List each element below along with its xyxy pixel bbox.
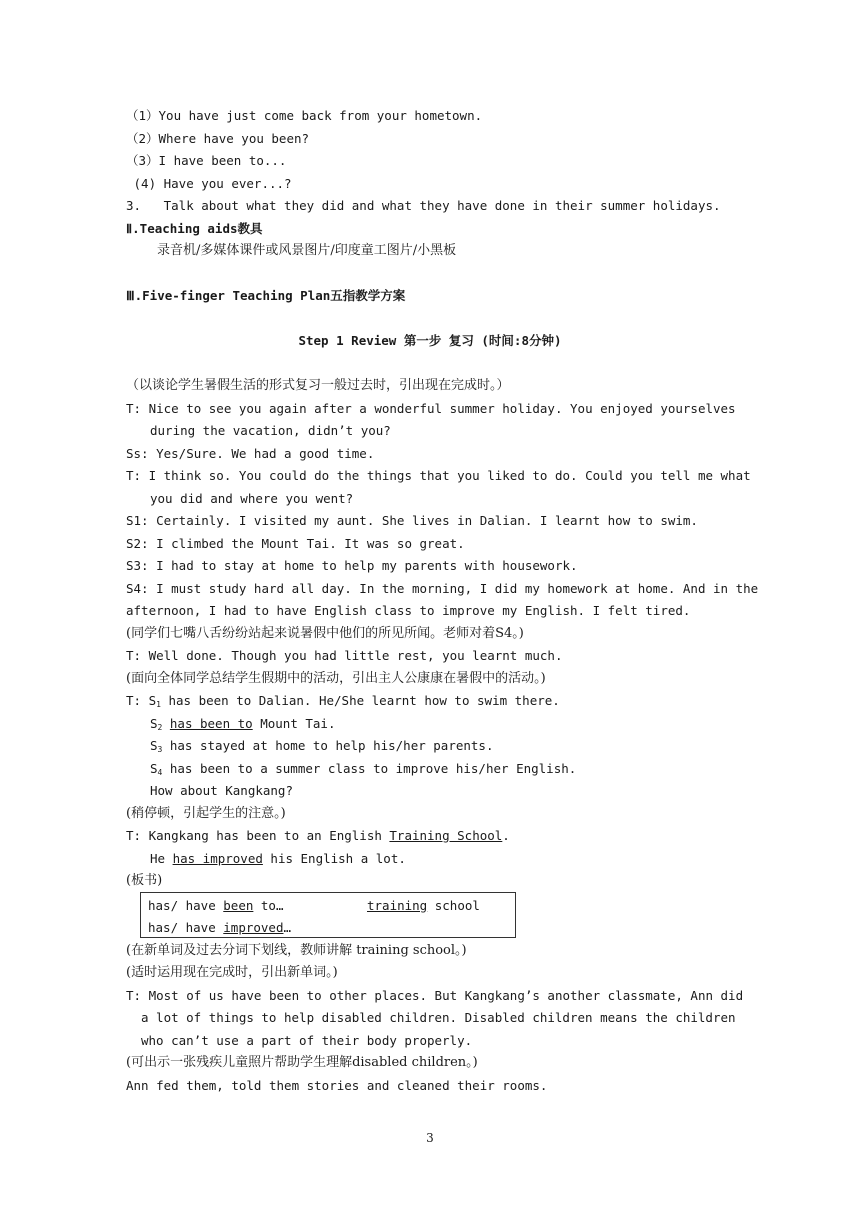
note-6: (可出示一张残疾儿童照片帮助学生理解disabled children。) [126, 1055, 478, 1070]
board-row-2-prefix: has/ have [148, 920, 224, 935]
objective-item-3: （3）I have been to... [126, 153, 287, 168]
underlined-improved: improved [223, 920, 284, 935]
student-2-line: S2: I climbed the Mount Tai. It was so great. [126, 536, 465, 551]
board-label: (板书) [126, 873, 163, 888]
page-number: 3 [426, 1131, 434, 1145]
student-1-line: S1: Certainly. I visited my aunt. She lives in Dalian. I learnt how to swim. [126, 513, 698, 528]
teacher-line-6b: a lot of things to help disabled children. Disabled children means the children [141, 1010, 736, 1025]
he-improved-line [150, 851, 406, 867]
he-improved-prefix: He [150, 851, 173, 866]
subscript-4: 4 [157, 768, 163, 777]
objective-item-4: (4) Have you ever...? [126, 176, 292, 191]
student-4-line-b: afternoon, I had to have English class to improve my English. I felt tired. [126, 603, 691, 618]
note-4: (在新单词及过去分词下划线，教师讲解 training school。) [126, 943, 467, 958]
how-about-kangkang: How about Kangkang? [150, 783, 293, 798]
teacher-line-5-end: . [502, 828, 510, 843]
teacher-line-2a: T: I think so. You could do the things that you liked to do. Could you tell me what [126, 468, 751, 483]
note-3: (稍停顿，引起学生的注意。) [126, 806, 286, 821]
board-row-2 [148, 920, 291, 936]
teacher-line-4-text: has been to Dalian. He/She learnt how to swim there. [160, 693, 560, 708]
underlined-has-improved: has improved [172, 851, 263, 866]
underlined-been: been [223, 898, 254, 913]
board-school-word: school [427, 898, 480, 913]
subscript-2: 2 [157, 723, 163, 732]
objective-item-5: 3. Talk about what they did and what they have done in their summer holidays. [126, 198, 721, 213]
teacher-line-5-text: T: Kangkang has been to an English [126, 828, 390, 843]
teacher-line-6c: who can’t use a part of their body properly. [141, 1033, 473, 1048]
summary-s3-line [150, 738, 494, 758]
note-5: (适时运用现在完成时，引出新单词。) [126, 965, 338, 980]
summary-s4-prefix: S [150, 761, 158, 776]
he-improved-text: his English a lot. [262, 851, 406, 866]
teaching-aids-content: 录音机/多媒体课件或风景图片/印度童工图片/小黑板 [157, 243, 457, 258]
underlined-training-school: Training School [389, 828, 503, 843]
ann-line: Ann fed them, told them stories and cleaned their rooms. [126, 1078, 548, 1093]
board-row-1-suffix: to… [253, 898, 284, 913]
summary-s3-text: has stayed at home to help his/her parents. [162, 738, 494, 753]
teacher-line-2b: you did and where you went? [150, 491, 354, 506]
plan-heading: Ⅲ.Five-finger Teaching Plan五指教学方案 [126, 288, 406, 303]
student-3-line: S3: I had to stay at home to help my parents with housework. [126, 558, 578, 573]
summary-s2-prefix: S [150, 716, 158, 731]
teacher-line-1b: during the vacation, didn’t you? [150, 423, 391, 438]
summary-s3-prefix: S [150, 738, 158, 753]
student-4-line-a: S4: I must study hard all day. In the morning, I did my homework at home. And in the [126, 581, 759, 596]
teacher-line-1a: T: Nice to see you again after a wonderful summer holiday. You enjoyed yourselves [126, 401, 736, 416]
teacher-line-4-prefix: T: S [126, 693, 157, 708]
objective-item-1: （1）You have just come back from your hometown. [126, 108, 483, 123]
teacher-line-3: T: Well done. Though you had little rest, you learnt much. [126, 648, 563, 663]
teacher-line-5 [126, 828, 510, 844]
intro-note: （以谈论学生暑假生活的形式复习一般过去时，引出现在完成时。） [126, 378, 510, 393]
board-row-2-suffix: … [283, 920, 292, 935]
blackboard-box [140, 892, 516, 938]
underlined-training: training [367, 898, 428, 913]
underlined-has-been-to: has been to [169, 716, 253, 731]
summary-s4-line [150, 761, 576, 781]
students-reply: Ss: Yes/Sure. We had a good time. [126, 446, 375, 461]
objective-item-2: （2）Where have you been? [126, 131, 310, 146]
teacher-line-6a: T: Most of us have been to other places. But Kangkang’s another classmate, Ann did [126, 988, 744, 1003]
step-title: Step 1 Review 第一步 复习 (时间:8分钟) [298, 333, 562, 348]
summary-s2-line [150, 716, 335, 736]
summary-s2-text: Mount Tai. [252, 716, 336, 731]
board-row-1-prefix: has/ have [148, 898, 224, 913]
subscript-3: 3 [157, 745, 163, 754]
teacher-line-4 [126, 693, 560, 713]
summary-s4-text: has been to a summer class to improve his/her English. [162, 761, 577, 776]
board-row-1 [148, 898, 283, 914]
subscript-1: 1 [156, 700, 161, 709]
note-2: (面向全体同学总结学生假期中的活动，引出主人公康康在暑假中的活动。) [126, 671, 546, 686]
teaching-aids-heading: Ⅱ.Teaching aids教具 [126, 221, 263, 236]
note-1: (同学们七嘴八舌纷纷站起来说暑假中他们的所见所闻。老师对着S4。) [126, 626, 524, 641]
board-row-1-col-2 [367, 898, 480, 914]
